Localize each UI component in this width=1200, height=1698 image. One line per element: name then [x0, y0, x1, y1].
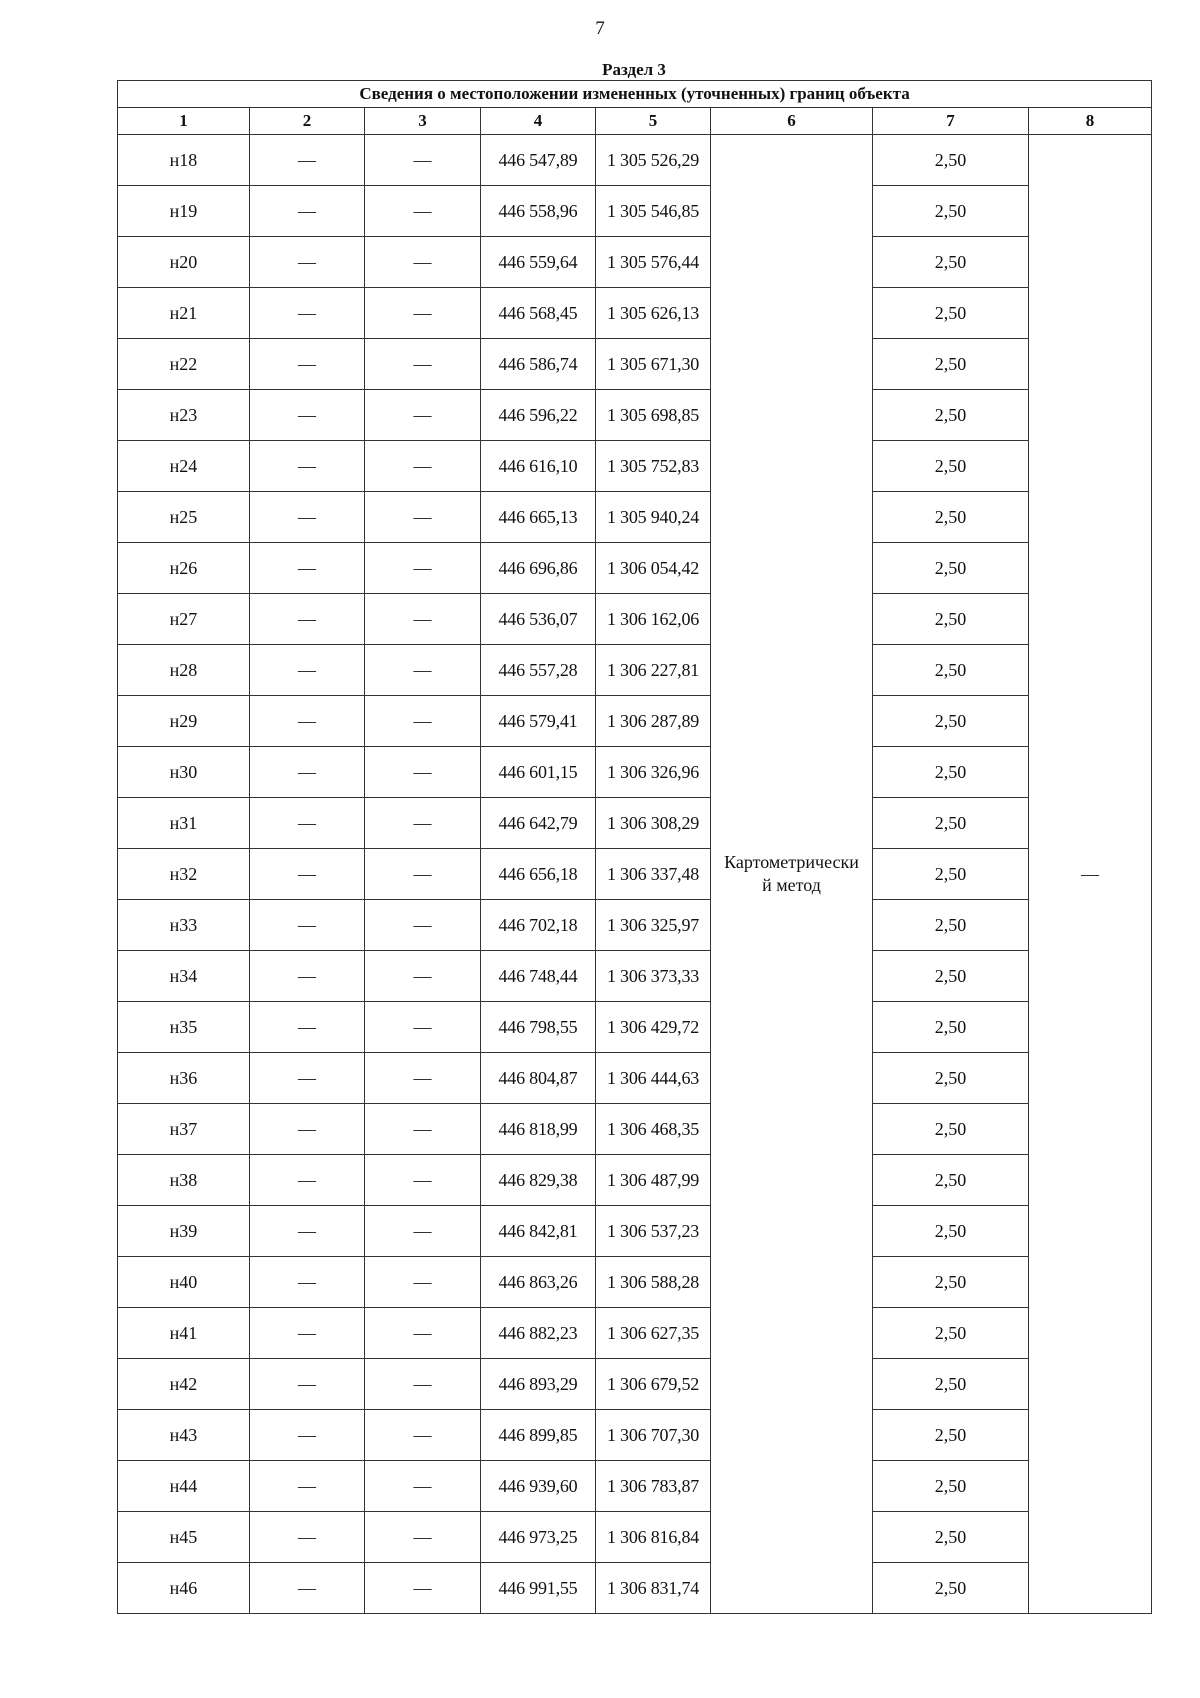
x-coordinate-cell: 446 899,85: [481, 1410, 596, 1461]
col2-cell: —: [250, 645, 365, 696]
table-row: [118, 186, 1152, 237]
table-row: [118, 135, 1152, 186]
col2-cell: —: [250, 186, 365, 237]
x-coordinate-cell: 446 702,18: [481, 900, 596, 951]
col2-cell: —: [250, 696, 365, 747]
point-id-cell: н25: [118, 492, 250, 543]
point-id-cell: н31: [118, 798, 250, 849]
point-id-cell: н19: [118, 186, 250, 237]
column-header-7: 7: [873, 108, 1029, 135]
point-id-cell: н37: [118, 1104, 250, 1155]
point-id-cell: н28: [118, 645, 250, 696]
col2-cell: —: [250, 441, 365, 492]
y-coordinate-cell: 1 305 752,83: [596, 441, 711, 492]
precision-cell: 2,50: [873, 1155, 1029, 1206]
point-id-cell: н22: [118, 339, 250, 390]
point-id-cell: н46: [118, 1563, 250, 1614]
x-coordinate-cell: 446 991,55: [481, 1563, 596, 1614]
col2-cell: —: [250, 390, 365, 441]
precision-cell: 2,50: [873, 1257, 1029, 1308]
col2-cell: —: [250, 1053, 365, 1104]
y-coordinate-cell: 1 305 626,13: [596, 288, 711, 339]
precision-cell: 2,50: [873, 135, 1029, 186]
precision-cell: 2,50: [873, 492, 1029, 543]
point-id-cell: н35: [118, 1002, 250, 1053]
x-coordinate-cell: 446 748,44: [481, 951, 596, 1002]
precision-cell: 2,50: [873, 1002, 1029, 1053]
point-id-cell: н30: [118, 747, 250, 798]
col3-cell: —: [365, 1002, 481, 1053]
precision-cell: 2,50: [873, 390, 1029, 441]
col3-cell: —: [365, 849, 481, 900]
table-row: [118, 1512, 1152, 1563]
col2-cell: —: [250, 1104, 365, 1155]
y-coordinate-cell: 1 305 546,85: [596, 186, 711, 237]
method-line-1: Картометрически: [724, 852, 859, 872]
y-coordinate-cell: 1 306 468,35: [596, 1104, 711, 1155]
x-coordinate-cell: 446 586,74: [481, 339, 596, 390]
table-row: [118, 594, 1152, 645]
col3-cell: —: [365, 1155, 481, 1206]
table-caption: Сведения о местоположении измененных (уточненных) границ объекта: [118, 81, 1152, 108]
col3-cell: —: [365, 543, 481, 594]
x-coordinate-cell: 446 893,29: [481, 1359, 596, 1410]
point-id-cell: н24: [118, 441, 250, 492]
table-row: [118, 492, 1152, 543]
column-header-2: 2: [250, 108, 365, 135]
col3-cell: —: [365, 645, 481, 696]
column-header-5: 5: [596, 108, 711, 135]
col2-cell: —: [250, 1206, 365, 1257]
y-coordinate-cell: 1 305 526,29: [596, 135, 711, 186]
y-coordinate-cell: 1 306 679,52: [596, 1359, 711, 1410]
point-id-cell: н40: [118, 1257, 250, 1308]
col2-cell: —: [250, 1308, 365, 1359]
precision-cell: 2,50: [873, 1563, 1029, 1614]
point-id-cell: н38: [118, 1155, 250, 1206]
x-coordinate-cell: 446 939,60: [481, 1461, 596, 1512]
col2-cell: —: [250, 1359, 365, 1410]
y-coordinate-cell: 1 306 831,74: [596, 1563, 711, 1614]
precision-cell: 2,50: [873, 1206, 1029, 1257]
table-row: [118, 1104, 1152, 1155]
precision-cell: 2,50: [873, 849, 1029, 900]
y-coordinate-cell: 1 306 326,96: [596, 747, 711, 798]
x-coordinate-cell: 446 596,22: [481, 390, 596, 441]
precision-cell: 2,50: [873, 186, 1029, 237]
y-coordinate-cell: 1 306 588,28: [596, 1257, 711, 1308]
table-row: [118, 1461, 1152, 1512]
y-coordinate-cell: 1 305 576,44: [596, 237, 711, 288]
x-coordinate-cell: 446 558,96: [481, 186, 596, 237]
column-header-6: 6: [711, 108, 873, 135]
x-coordinate-cell: 446 568,45: [481, 288, 596, 339]
table-row: [118, 798, 1152, 849]
point-id-cell: н21: [118, 288, 250, 339]
precision-cell: 2,50: [873, 339, 1029, 390]
col2-cell: —: [250, 798, 365, 849]
col3-cell: —: [365, 441, 481, 492]
precision-cell: 2,50: [873, 1053, 1029, 1104]
precision-cell: 2,50: [873, 237, 1029, 288]
col3-cell: —: [365, 951, 481, 1002]
y-coordinate-cell: 1 306 816,84: [596, 1512, 711, 1563]
method-cell: [711, 135, 873, 1614]
x-coordinate-cell: 446 642,79: [481, 798, 596, 849]
col2-cell: —: [250, 1002, 365, 1053]
y-coordinate-cell: 1 306 373,33: [596, 951, 711, 1002]
col3-cell: —: [365, 594, 481, 645]
precision-cell: 2,50: [873, 1308, 1029, 1359]
precision-cell: 2,50: [873, 1104, 1029, 1155]
section-title: Раздел 3: [602, 60, 666, 79]
col2-cell: —: [250, 1155, 365, 1206]
col3-cell: —: [365, 1359, 481, 1410]
col3-cell: —: [365, 1410, 481, 1461]
x-coordinate-cell: 446 863,26: [481, 1257, 596, 1308]
y-coordinate-cell: 1 306 325,97: [596, 900, 711, 951]
x-coordinate-cell: 446 818,99: [481, 1104, 596, 1155]
col3-cell: —: [365, 747, 481, 798]
point-id-cell: н36: [118, 1053, 250, 1104]
x-coordinate-cell: 446 656,18: [481, 849, 596, 900]
point-id-cell: н43: [118, 1410, 250, 1461]
y-coordinate-cell: 1 306 337,48: [596, 849, 711, 900]
x-coordinate-cell: 446 842,81: [481, 1206, 596, 1257]
table-row: [118, 1359, 1152, 1410]
point-id-cell: н18: [118, 135, 250, 186]
precision-cell: 2,50: [873, 1410, 1029, 1461]
precision-cell: 2,50: [873, 645, 1029, 696]
x-coordinate-cell: 446 557,28: [481, 645, 596, 696]
col2-cell: —: [250, 900, 365, 951]
y-coordinate-cell: 1 306 627,35: [596, 1308, 711, 1359]
table-row: [118, 237, 1152, 288]
y-coordinate-cell: 1 306 537,23: [596, 1206, 711, 1257]
col2-cell: —: [250, 1410, 365, 1461]
point-id-cell: н29: [118, 696, 250, 747]
x-coordinate-cell: 446 804,87: [481, 1053, 596, 1104]
col3-cell: —: [365, 492, 481, 543]
precision-cell: 2,50: [873, 747, 1029, 798]
col2-cell: —: [250, 135, 365, 186]
precision-cell: 2,50: [873, 543, 1029, 594]
y-coordinate-cell: 1 306 227,81: [596, 645, 711, 696]
table-caption-row: [118, 81, 1152, 108]
table-row: [118, 900, 1152, 951]
y-coordinate-cell: 1 306 054,42: [596, 543, 711, 594]
x-coordinate-cell: 446 601,15: [481, 747, 596, 798]
x-coordinate-cell: 446 665,13: [481, 492, 596, 543]
table-row: [118, 951, 1152, 1002]
col3-cell: —: [365, 1512, 481, 1563]
precision-cell: 2,50: [873, 1359, 1029, 1410]
y-coordinate-cell: 1 305 671,30: [596, 339, 711, 390]
table-row: [118, 288, 1152, 339]
col3-cell: —: [365, 339, 481, 390]
col2-cell: —: [250, 543, 365, 594]
col3-cell: —: [365, 1104, 481, 1155]
col3-cell: —: [365, 186, 481, 237]
col2-cell: —: [250, 849, 365, 900]
col3-cell: —: [365, 1563, 481, 1614]
x-coordinate-cell: 446 579,41: [481, 696, 596, 747]
precision-cell: 2,50: [873, 1512, 1029, 1563]
x-coordinate-cell: 446 798,55: [481, 1002, 596, 1053]
point-id-cell: н42: [118, 1359, 250, 1410]
table-row: [118, 645, 1152, 696]
col2-cell: —: [250, 594, 365, 645]
x-coordinate-cell: 446 696,86: [481, 543, 596, 594]
point-id-cell: н39: [118, 1206, 250, 1257]
col8-cell: —: [1029, 135, 1152, 1614]
table-row: [118, 1155, 1152, 1206]
col3-cell: —: [365, 1308, 481, 1359]
col3-cell: —: [365, 1053, 481, 1104]
table-row: [118, 849, 1152, 900]
table-row: [118, 543, 1152, 594]
method-line-2: й метод: [762, 875, 821, 895]
y-coordinate-cell: 1 305 940,24: [596, 492, 711, 543]
x-coordinate-cell: 446 536,07: [481, 594, 596, 645]
col3-cell: —: [365, 1206, 481, 1257]
col2-cell: —: [250, 339, 365, 390]
table-row: [118, 1002, 1152, 1053]
column-header-8: 8: [1029, 108, 1152, 135]
x-coordinate-cell: 446 616,10: [481, 441, 596, 492]
col2-cell: —: [250, 1257, 365, 1308]
col2-cell: —: [250, 747, 365, 798]
x-coordinate-cell: 446 547,89: [481, 135, 596, 186]
point-id-cell: н34: [118, 951, 250, 1002]
y-coordinate-cell: 1 306 429,72: [596, 1002, 711, 1053]
column-header-row: [118, 108, 1152, 135]
column-header-4: 4: [481, 108, 596, 135]
y-coordinate-cell: 1 306 707,30: [596, 1410, 711, 1461]
x-coordinate-cell: 446 882,23: [481, 1308, 596, 1359]
point-id-cell: н26: [118, 543, 250, 594]
col3-cell: —: [365, 1257, 481, 1308]
point-id-cell: н33: [118, 900, 250, 951]
table-row: [118, 1308, 1152, 1359]
y-coordinate-cell: 1 305 698,85: [596, 390, 711, 441]
y-coordinate-cell: 1 306 308,29: [596, 798, 711, 849]
x-coordinate-cell: 446 973,25: [481, 1512, 596, 1563]
table-row: [118, 390, 1152, 441]
table-row: [118, 1410, 1152, 1461]
precision-cell: 2,50: [873, 594, 1029, 645]
point-id-cell: н44: [118, 1461, 250, 1512]
table-row: [118, 1563, 1152, 1614]
point-id-cell: н27: [118, 594, 250, 645]
table-body: [118, 135, 1152, 1614]
x-coordinate-cell: 446 829,38: [481, 1155, 596, 1206]
y-coordinate-cell: 1 306 444,63: [596, 1053, 711, 1104]
precision-cell: 2,50: [873, 288, 1029, 339]
col3-cell: —: [365, 237, 481, 288]
table-row: [118, 1053, 1152, 1104]
y-coordinate-cell: 1 306 783,87: [596, 1461, 711, 1512]
point-id-cell: н45: [118, 1512, 250, 1563]
x-coordinate-cell: 446 559,64: [481, 237, 596, 288]
col3-cell: —: [365, 696, 481, 747]
col2-cell: —: [250, 1512, 365, 1563]
table-row: [118, 747, 1152, 798]
col2-cell: —: [250, 1461, 365, 1512]
y-coordinate-cell: 1 306 287,89: [596, 696, 711, 747]
precision-cell: 2,50: [873, 900, 1029, 951]
col3-cell: —: [365, 798, 481, 849]
precision-cell: 2,50: [873, 441, 1029, 492]
col3-cell: —: [365, 1461, 481, 1512]
boundary-coordinates-table: [117, 80, 1152, 1614]
point-id-cell: н20: [118, 237, 250, 288]
table-row: [118, 441, 1152, 492]
column-header-3: 3: [365, 108, 481, 135]
precision-cell: 2,50: [873, 951, 1029, 1002]
table-row: [118, 696, 1152, 747]
y-coordinate-cell: 1 306 162,06: [596, 594, 711, 645]
point-id-cell: н41: [118, 1308, 250, 1359]
col3-cell: —: [365, 390, 481, 441]
col2-cell: —: [250, 492, 365, 543]
col3-cell: —: [365, 288, 481, 339]
point-id-cell: н32: [118, 849, 250, 900]
precision-cell: 2,50: [873, 696, 1029, 747]
table-row: [118, 339, 1152, 390]
col2-cell: —: [250, 951, 365, 1002]
point-id-cell: н23: [118, 390, 250, 441]
col3-cell: —: [365, 135, 481, 186]
col2-cell: —: [250, 288, 365, 339]
table-row: [118, 1257, 1152, 1308]
col2-cell: —: [250, 237, 365, 288]
table-row: [118, 1206, 1152, 1257]
col3-cell: —: [365, 900, 481, 951]
y-coordinate-cell: 1 306 487,99: [596, 1155, 711, 1206]
precision-cell: 2,50: [873, 798, 1029, 849]
column-header-1: 1: [118, 108, 250, 135]
page-number: 7: [595, 18, 605, 39]
col2-cell: —: [250, 1563, 365, 1614]
precision-cell: 2,50: [873, 1461, 1029, 1512]
